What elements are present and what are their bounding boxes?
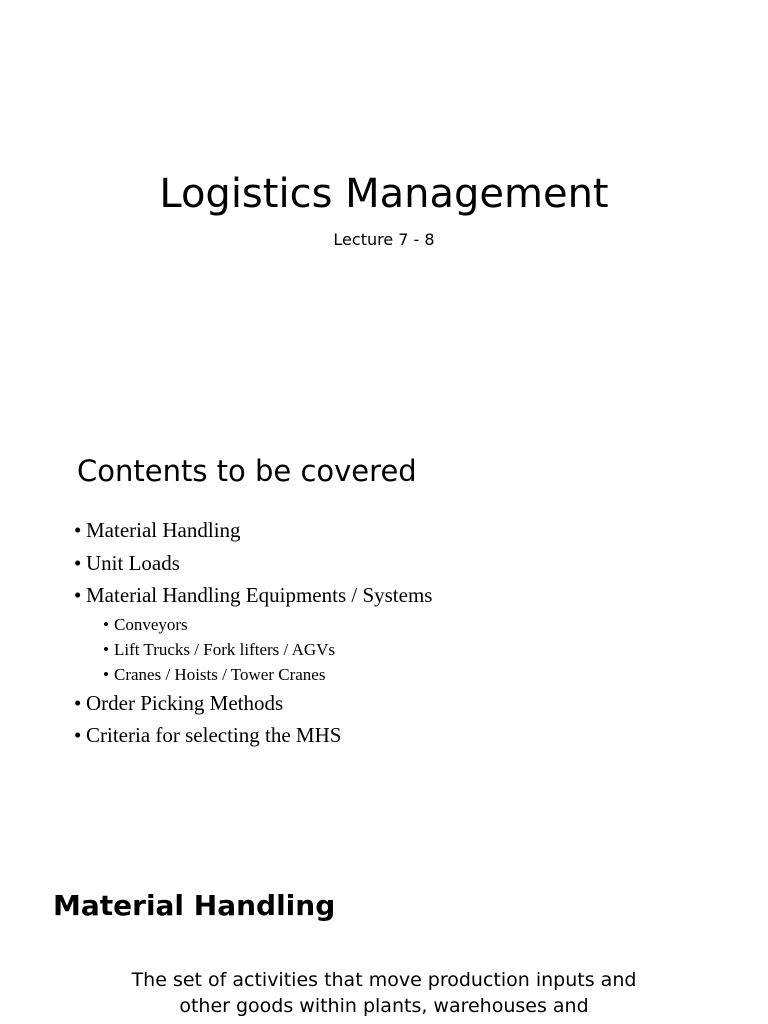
sub-list-item [74,662,432,687]
list-item [74,579,432,612]
definition-line: other goods within plants, warehouses and [179,995,589,1017]
contents-heading: Contents to be covered [77,454,417,488]
list-item [74,719,432,752]
bullet-icon: • [74,690,82,715]
lecture-subtitle: Lecture 7 - 8 [333,230,435,249]
list-item-text: Order Picking Methods [86,690,284,715]
list-item-text: Unit Loads [86,550,180,575]
sub-list-item-text: Cranes / Hoists / Tower Cranes [114,664,326,684]
title-slide [0,0,768,290]
bullet-icon: • [103,639,109,659]
page-title: Logistics Management [159,171,609,217]
contents-slide [0,440,768,770]
bullet-icon: • [74,723,82,747]
bullet-icon: • [74,583,82,607]
bullet-icon: • [103,664,109,684]
list-item [74,514,432,547]
list-item-text: Material Handling Equipments / Systems [86,583,433,607]
sub-list-item [74,637,432,662]
contents-list [74,514,432,752]
bullet-icon: • [103,614,109,634]
bullet-icon: • [74,550,82,575]
list-item [74,687,432,720]
material-handling-slide [0,880,768,1024]
sub-list-item [74,612,432,637]
sub-list-item-text: Lift Trucks / Fork lifters / AGVs [114,639,336,659]
sub-list-item-text: Conveyors [114,614,188,634]
list-item-text: Material Handling [86,518,241,542]
definition-line: The set of activities that move production inputs and [131,969,637,991]
section-heading: Material Handling [53,889,336,922]
list-item [74,547,432,580]
list-item-text: Criteria for selecting the MHS [86,723,342,747]
bullet-icon: • [74,518,82,542]
definition-text [0,967,768,1019]
